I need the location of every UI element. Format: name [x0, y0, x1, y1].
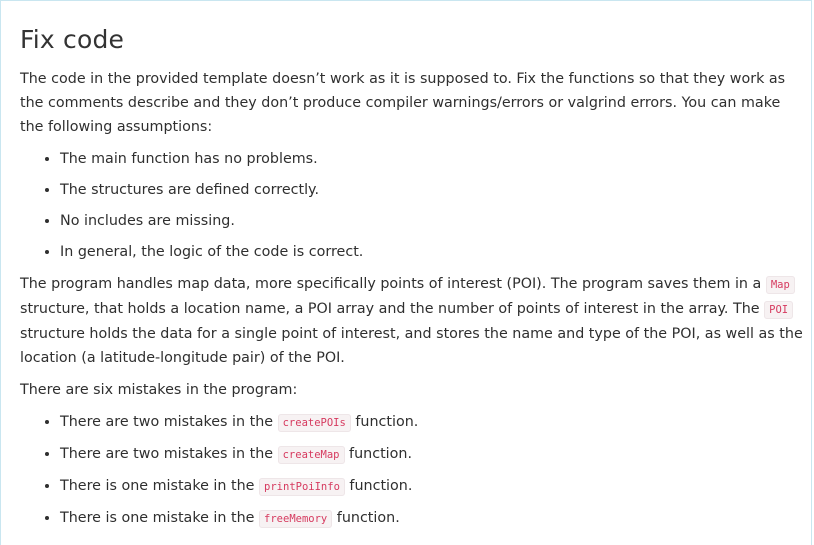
description-text: structure, that holds a location name, a POI array and the number of points of interest in the array. The [20, 301, 765, 317]
description-paragraph [20, 272, 805, 370]
list-item: • The structures are defined correctly. [60, 178, 805, 202]
mistake-text: function. [350, 414, 419, 430]
list-item: • No includes are missing. [60, 209, 805, 233]
assumptions-list [20, 147, 805, 264]
list-item [60, 506, 805, 531]
inline-code-function: createPOIs [278, 414, 351, 432]
intro-paragraph: The code in the provided template doesn’t work as it is supposed to. Fix the functions so that they work as the comments describe and they don’t produce compiler warnings/errors or valgrind errors. You can make the following assumptions: [20, 71, 786, 135]
mistake-text: There are two mistakes in the [60, 446, 278, 462]
page-title: Fix code [20, 25, 125, 54]
mistake-text: function. [344, 478, 413, 494]
mistakes-list [20, 410, 805, 531]
list-item [60, 474, 805, 499]
mistake-text: function. [332, 510, 400, 526]
inline-code-function: createMap [278, 446, 345, 464]
description-text: structure holds the data for a single point of interest, and stores the name and type of the POI, as well as the location (a latitude-longitude pair) of the POI. [20, 326, 803, 366]
list-item: • The main function has no problems. [60, 147, 805, 171]
list-item: • In general, the logic of the code is correct. [60, 240, 805, 264]
mistake-text: There is one mistake in the [60, 478, 260, 494]
inline-code-function: printPoiInfo [259, 478, 345, 496]
inline-code-map: Map [766, 276, 795, 294]
description-text: The program handles map data, more specifically points of interest (POI). The program saves them in a [20, 276, 766, 292]
mistake-text: There is one mistake in the [60, 510, 260, 526]
content-area [20, 25, 805, 539]
inline-code-function: freeMemory [259, 510, 332, 528]
mistakes-intro: There are six mistakes in the program: [20, 382, 298, 398]
mistake-text: There are two mistakes in the [60, 414, 278, 430]
mistake-text: function. [344, 446, 413, 462]
inline-code-poi: POI [764, 301, 793, 319]
list-item [60, 442, 805, 467]
list-item [60, 410, 805, 435]
